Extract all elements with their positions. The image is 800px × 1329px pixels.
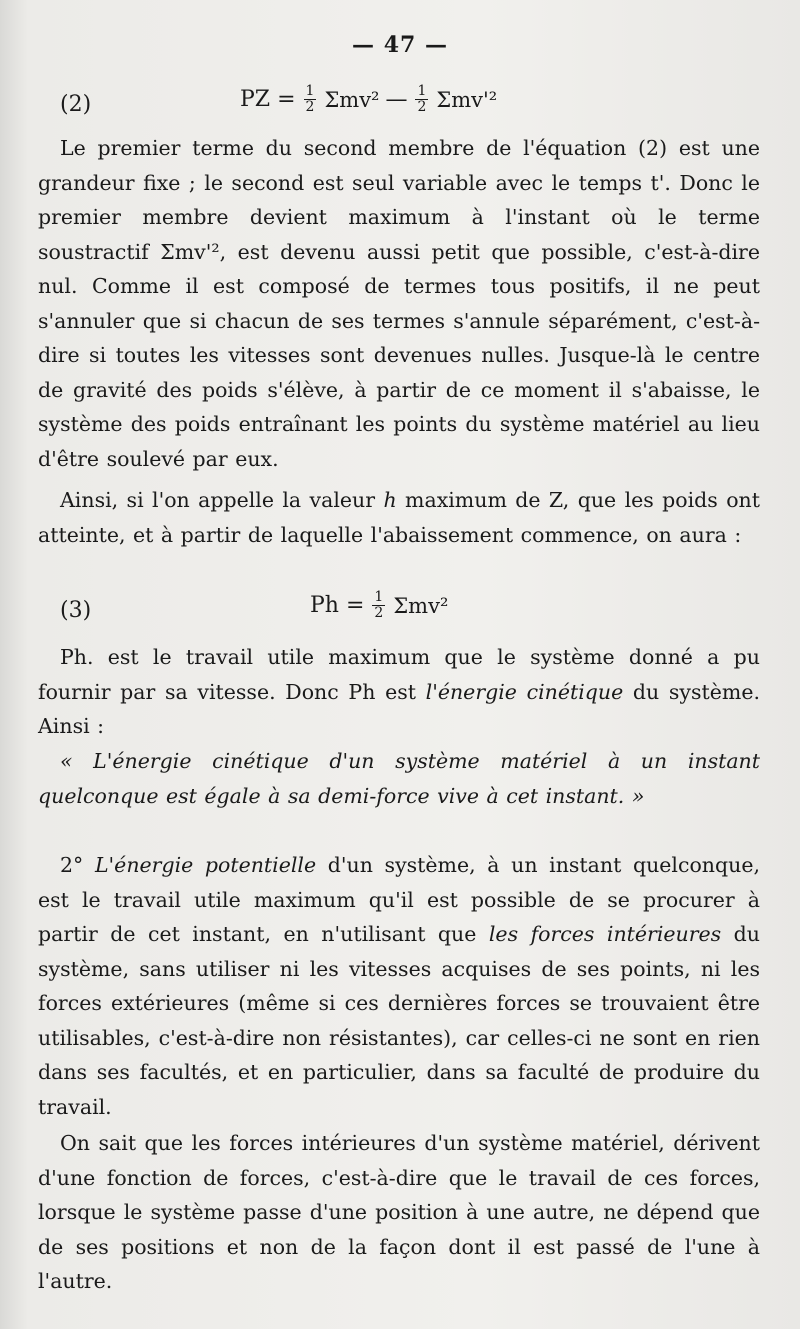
quote: « L'énergie cinétique d'un système matériel à un instant quelconque est égale à sa demi-force vive à cet instant. »	[38, 749, 760, 808]
sum-term: Σmv'²	[436, 87, 498, 112]
fraction-one-half: $\frac{1}{2}$	[417, 83, 427, 115]
fraction-one-half: $\frac{1}{2}$	[374, 589, 384, 621]
equation-3	[40, 590, 760, 634]
sum-term: Σmv²	[324, 87, 380, 112]
sum-term: Σmv²	[393, 593, 449, 618]
equation-number: (3)	[60, 598, 92, 623]
fraction-one-half: $\frac{1}{2}$	[305, 83, 315, 115]
page-number: — 47 —	[352, 32, 448, 58]
paragraph-3: Ph. est le travail utile maximum que le système donné a pu fournir par sa vitesse. Donc Ph est l'énergie cinétique du système. Ainsi :	[38, 645, 760, 738]
paragraph-1: Le premier terme du second membre de l'équation (2) est une grandeur fixe ; le second est seul variable avec le temps t'. Donc le premier membre devient maximum à l'instant où le terme soustractif Σmv'², est devenu aussi petit que possible, c'est-à-dire nul. Comme il est composé de termes tous positifs, il ne peut s'annuler que si chacun de ses termes s'annule séparément, c'est-à-dire si toutes les vitesses sont devenues nulles. Jusque-là le centre de gravité des poids s'élève, à partir de ce moment il s'abaisse, le système des poids entraînant les points du système matériel au lieu d'être soulevé par eux.	[38, 136, 760, 471]
paragraph-5: On sait que les forces intérieures d'un système matériel, dérivent d'une fonction de forces, c'est-à-dire que le travail de ces forces, lorsque le système passe d'une position à une autre, ne dépend que de ses positions et non de la façon dont il est passé de l'une à l'autre.	[38, 1131, 760, 1293]
equation-number: (2)	[60, 92, 92, 117]
paragraph-4: 2° L'énergie potentielle d'un système, à un instant quelconque, est le travail utile maximum qu'il est possible de se procurer à partir de cet instant, en n'utilisant que les forces intérieures du système, sans utiliser ni les vitesses acquises de ses points, ni les forces extérieures (même si ces dernières forces se trouvaient être utilisables, c'est-à-dire non résistantes), car celles-ci ne sont en rien dans ses facultés, et en particulier, dans sa faculté de produire du travail.	[38, 853, 760, 1119]
minus-sign: —	[385, 87, 408, 112]
equation-2	[40, 84, 760, 128]
equation-lhs: PZ =	[240, 87, 296, 112]
paragraph-2: Ainsi, si l'on appelle la valeur h maximum de Z, que les poids ont atteinte, et à partir de laquelle l'abaissement commence, on aura :	[38, 488, 760, 547]
equation-lhs: Ph =	[310, 593, 365, 618]
